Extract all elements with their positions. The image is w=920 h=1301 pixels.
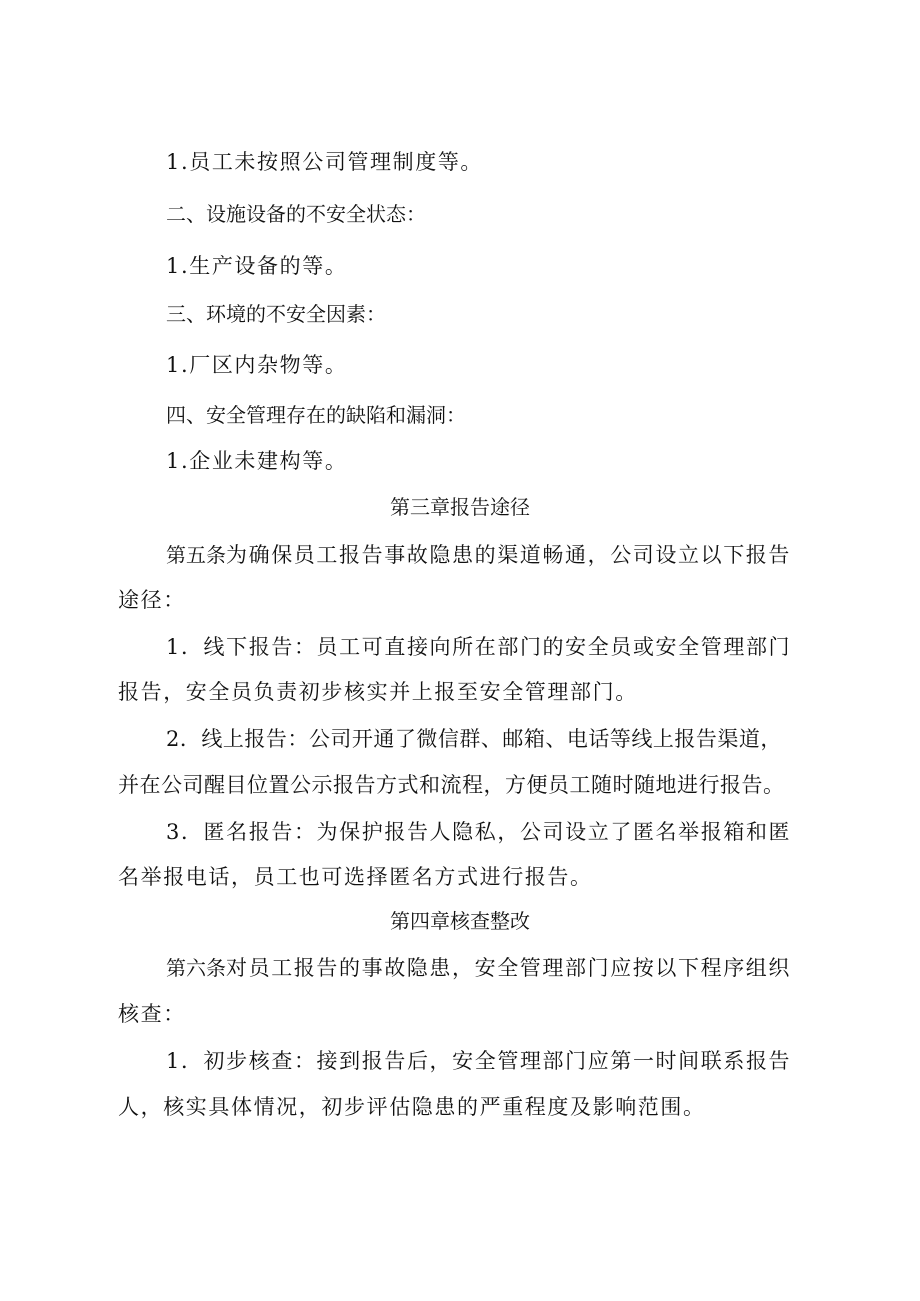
section-heading-2: 二、设施设备的不安全状态： [166, 202, 426, 226]
list-item-4: 1.企业未建构等。 [166, 449, 348, 473]
article-text-continued: 核查： [118, 1002, 186, 1026]
chapter-title: 第四章核查整改 [390, 909, 530, 933]
list-item-offline-report: 1．线下报告：员工可直接向所在部门的安全员或安全管理部门 [166, 635, 792, 659]
section-heading-3: 三、环境的不安全因素： [166, 302, 386, 326]
list-item-offline-report-continued: 报告，安全员负责初步核实并上报至安全管理部门。 [118, 680, 638, 704]
list-item-online-report-continued: 并在公司醒目位置公示报告方式和流程，方便员工随时随地进行报告。 [118, 773, 785, 797]
list-item-online-report: 2．线上报告：公司开通了微信群、邮箱、电话等线上报告渠道， [166, 727, 782, 751]
article-label: 第五条 [166, 543, 226, 567]
list-item-2: 1.生产设备的等。 [166, 254, 348, 278]
list-item-anonymous-report: 3．匿名报告：为保护报告人隐私，公司设立了匿名举报箱和匿 [166, 820, 792, 844]
section-heading-4: 四、安全管理存在的缺陷和漏洞： [166, 403, 466, 427]
article-text: 对员工报告的事故隐患，安全管理部门应按以下程序组织 [226, 956, 791, 980]
list-item-initial-check-continued: 人，核实具体情况，初步评估隐患的严重程度及影响范围。 [118, 1095, 706, 1119]
article-label: 第六条 [166, 956, 226, 980]
list-item-initial-check: 1．初步核查：接到报告后，安全管理部门应第一时间联系报告 [166, 1049, 792, 1073]
article-text-continued: 途径： [118, 588, 186, 612]
chapter-title: 第三章报告途径 [390, 495, 530, 519]
article-paragraph [166, 953, 866, 983]
list-item-1: 1.员工未按照公司管理制度等。 [166, 150, 484, 174]
list-item-anonymous-report-continued: 名举报电话，员工也可选择匿名方式进行报告。 [118, 865, 593, 889]
article-paragraph [166, 540, 866, 570]
article-text: 为确保员工报告事故隐患的渠道畅通，公司设立以下报告 [226, 543, 791, 567]
list-item-3: 1.厂区内杂物等。 [166, 353, 348, 377]
